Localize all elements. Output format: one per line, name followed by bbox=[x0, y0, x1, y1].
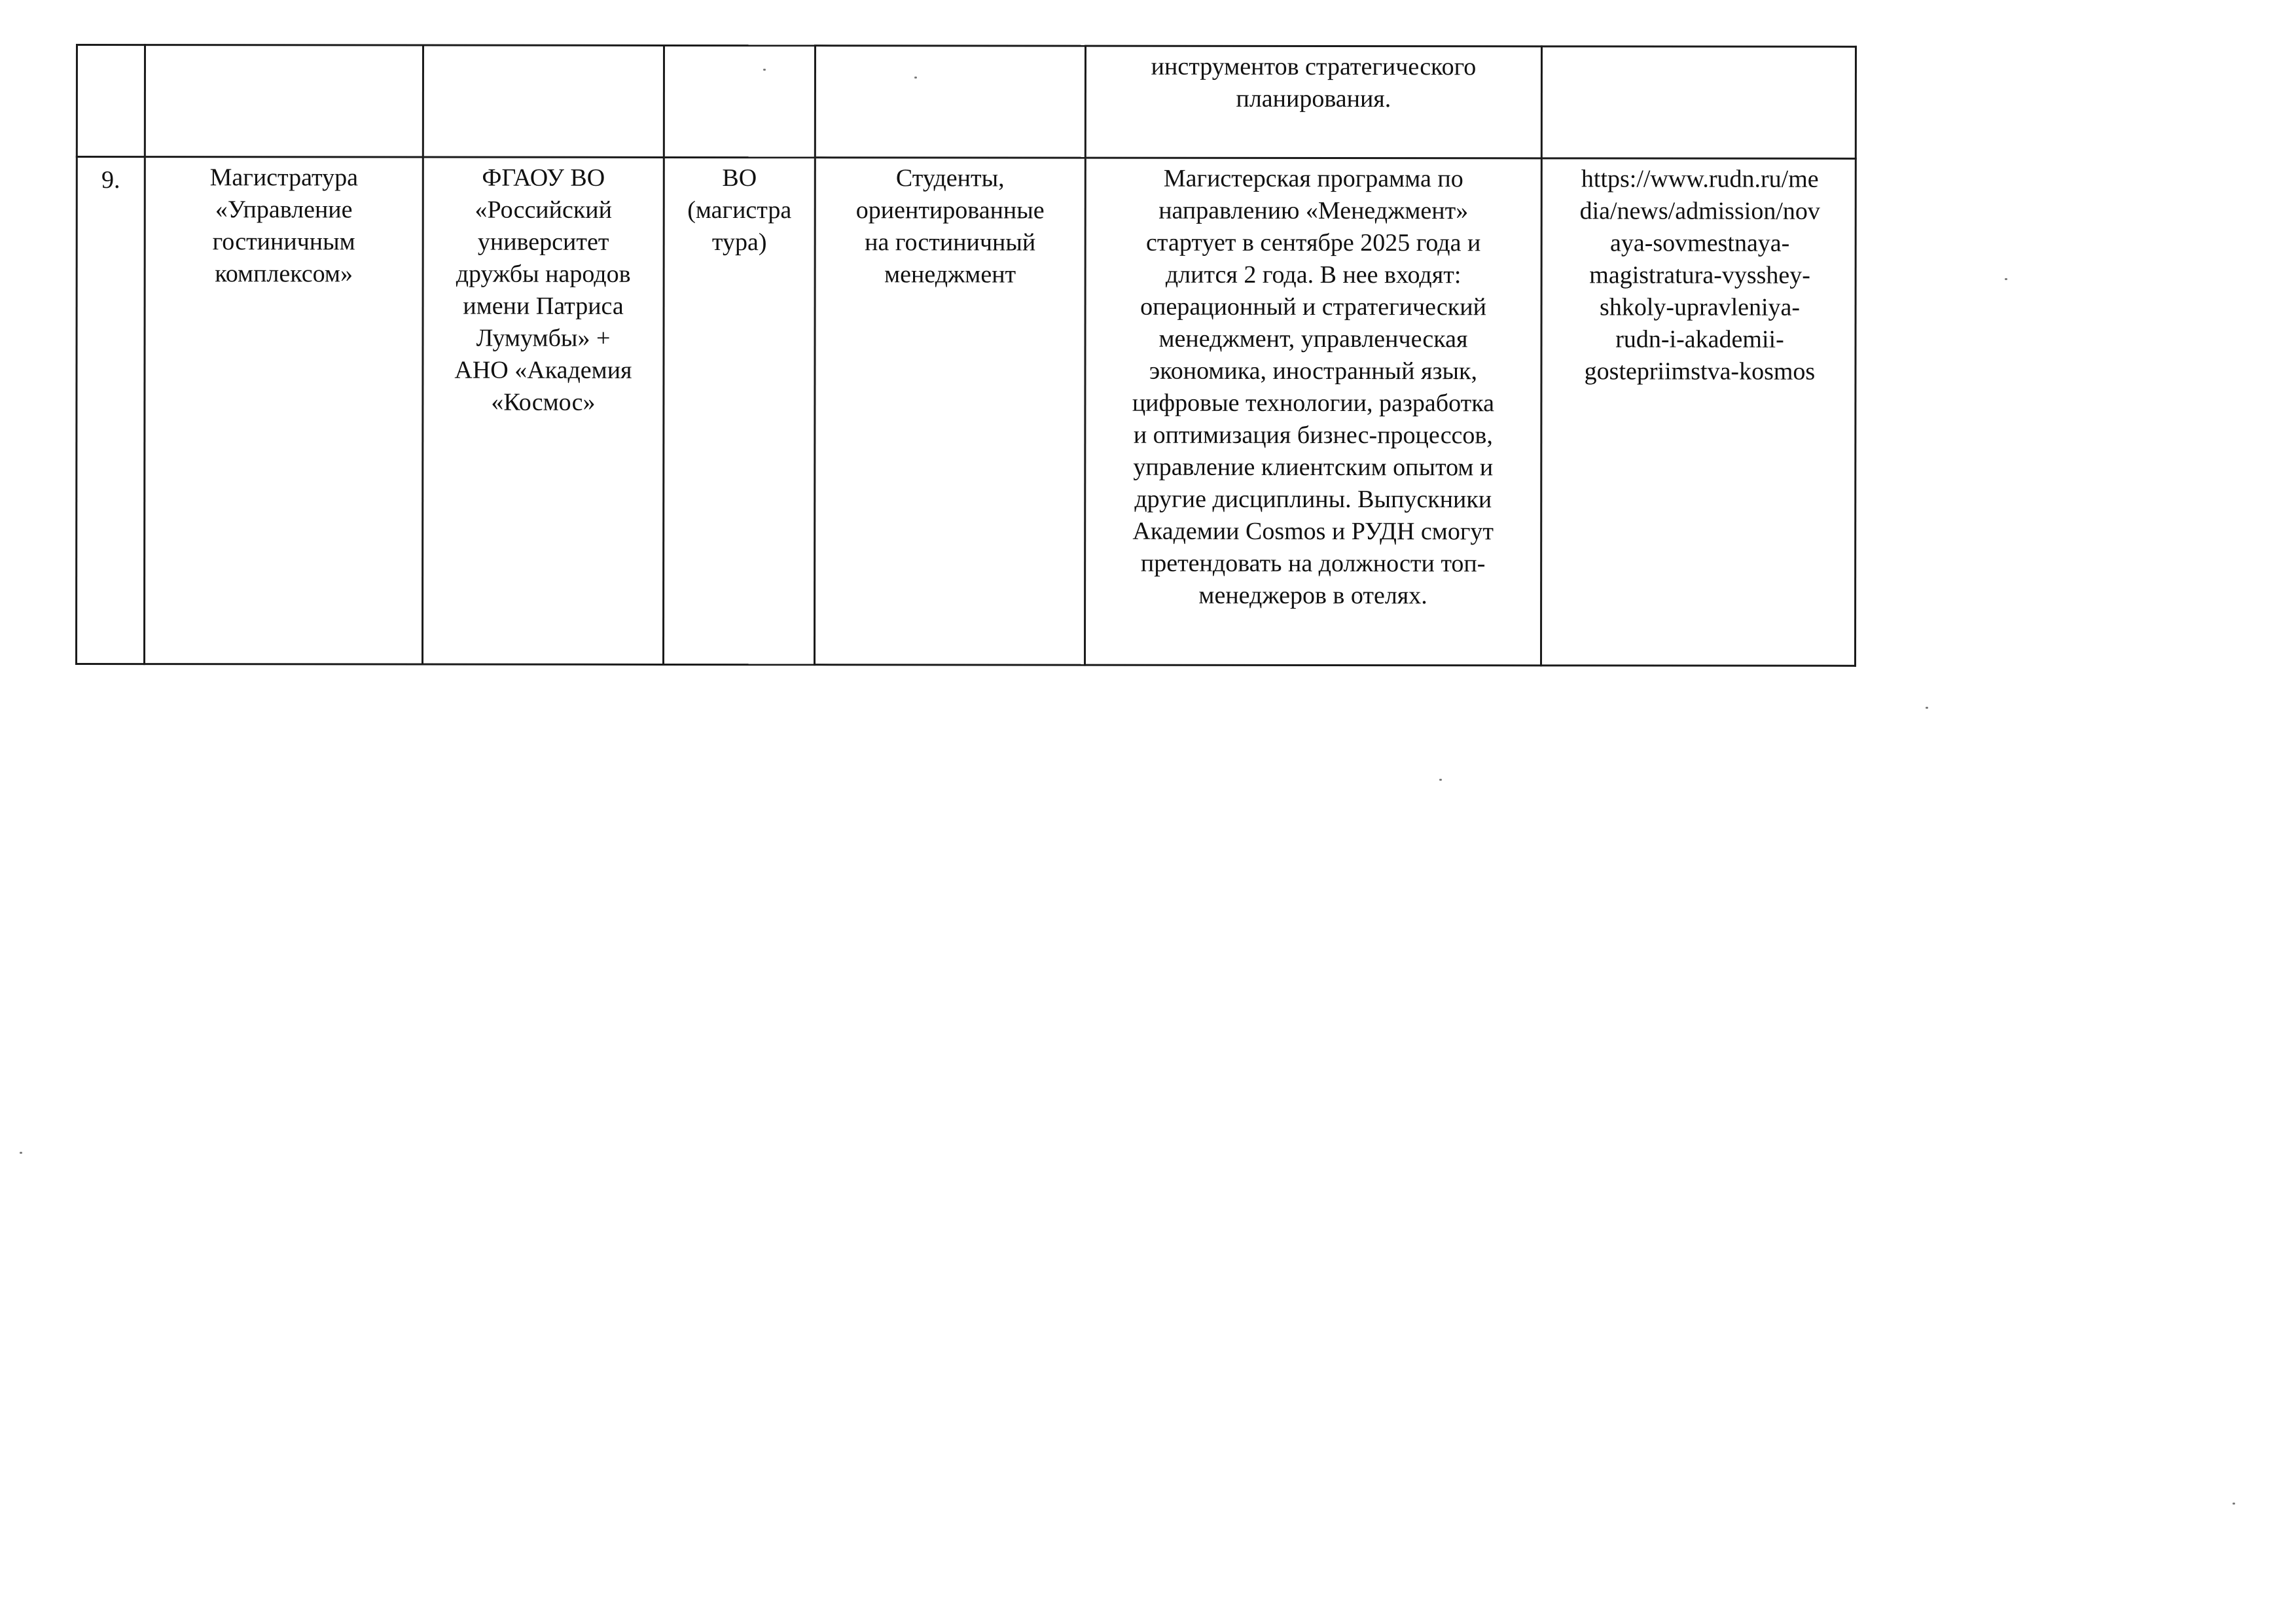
description-line: планирования. bbox=[1236, 84, 1391, 113]
cell-number-empty bbox=[77, 45, 145, 157]
organization-line: «Космос» bbox=[491, 388, 596, 416]
cell-url-empty bbox=[1541, 46, 1856, 159]
description-line: менеджеров в отелях. bbox=[1198, 581, 1427, 610]
description-line: инструментов стратегического bbox=[1151, 52, 1477, 81]
organization-line: университет bbox=[477, 228, 609, 256]
description-line: длится 2 года. В нее входят: bbox=[1165, 260, 1462, 289]
level-line: ВО bbox=[722, 164, 757, 192]
audience-line: менеджмент bbox=[884, 260, 1016, 289]
url-line[interactable]: rudn-i-akademii- bbox=[1615, 325, 1784, 353]
scan-speck bbox=[1439, 779, 1442, 781]
audience-line: ориентированные bbox=[855, 196, 1045, 224]
cell-url bbox=[1541, 158, 1856, 666]
programs-table bbox=[75, 44, 1857, 667]
scan-speck bbox=[914, 77, 917, 79]
description-line: Академии Cosmos и РУДН смогут bbox=[1132, 517, 1494, 546]
program-line: «Управление bbox=[215, 196, 353, 224]
cell-audience bbox=[815, 158, 1086, 665]
cell-organization-empty bbox=[423, 45, 664, 157]
program-line: гостиничным bbox=[212, 228, 355, 256]
description-line: менеджмент, управленческая bbox=[1158, 325, 1468, 353]
organization-line: дружбы народов bbox=[456, 260, 631, 288]
url-line[interactable]: gostepriimstva-kosmos bbox=[1584, 357, 1816, 385]
description-line: операционный и стратегический bbox=[1140, 293, 1486, 321]
organization-line: ФГАОУ ВО bbox=[482, 164, 605, 192]
description-line: стартует в сентябре 2025 года и bbox=[1146, 228, 1481, 257]
description-line: Магистерская программа по bbox=[1163, 164, 1463, 193]
url-line[interactable]: shkoly-upravleniya- bbox=[1600, 293, 1801, 321]
scan-speck bbox=[1926, 707, 1928, 709]
description-line: управление клиентским опытом и bbox=[1133, 453, 1494, 482]
cell-audience-empty bbox=[815, 46, 1085, 158]
scan-speck bbox=[2233, 1503, 2235, 1505]
organization-line: Лумумбы» + bbox=[476, 324, 611, 352]
organization-line: имени Патриса bbox=[463, 292, 624, 320]
table-row-continuation bbox=[77, 45, 1856, 159]
cell-description-continuation bbox=[1085, 46, 1541, 158]
organization-line: АНО «Академия bbox=[454, 356, 632, 384]
program-line: комплексом» bbox=[215, 260, 353, 288]
organization-line: «Российский bbox=[475, 196, 613, 224]
cell-level-empty bbox=[664, 45, 815, 157]
cell-program-empty bbox=[145, 45, 423, 157]
table-row-9 bbox=[77, 157, 1856, 666]
url-line[interactable]: aya-sovmestnaya- bbox=[1609, 229, 1790, 257]
url-line[interactable]: dia/news/admission/nov bbox=[1579, 197, 1820, 225]
scan-speck bbox=[2005, 278, 2007, 280]
audience-line: на гостиничный bbox=[865, 228, 1036, 257]
description-line: направлению «Менеджмент» bbox=[1158, 196, 1469, 225]
description-line: цифровые технологии, разработка bbox=[1132, 389, 1494, 418]
row-number: 9. bbox=[101, 166, 120, 194]
cell-number bbox=[77, 157, 145, 664]
level-line: тура) bbox=[711, 228, 767, 257]
scan-speck bbox=[763, 69, 766, 71]
description-line: другие дисциплины. Выпускники bbox=[1134, 485, 1492, 514]
description-line: претендовать на должности топ- bbox=[1140, 549, 1486, 578]
program-line: Магистратура bbox=[209, 164, 358, 192]
cell-organization bbox=[423, 157, 664, 664]
cell-program bbox=[145, 157, 423, 664]
description-line: и оптимизация бизнес-процессов, bbox=[1133, 421, 1493, 450]
level-line: (магистра bbox=[687, 196, 792, 224]
url-line[interactable]: https://www.rudn.ru/me bbox=[1581, 165, 1819, 193]
audience-line: Студенты, bbox=[895, 164, 1005, 192]
cell-level bbox=[664, 157, 816, 664]
url-line[interactable]: magistratura-vysshey- bbox=[1589, 261, 1810, 289]
cell-description bbox=[1085, 158, 1542, 666]
scan-speck bbox=[20, 1152, 22, 1154]
description-line: экономика, иностранный язык, bbox=[1149, 357, 1478, 385]
